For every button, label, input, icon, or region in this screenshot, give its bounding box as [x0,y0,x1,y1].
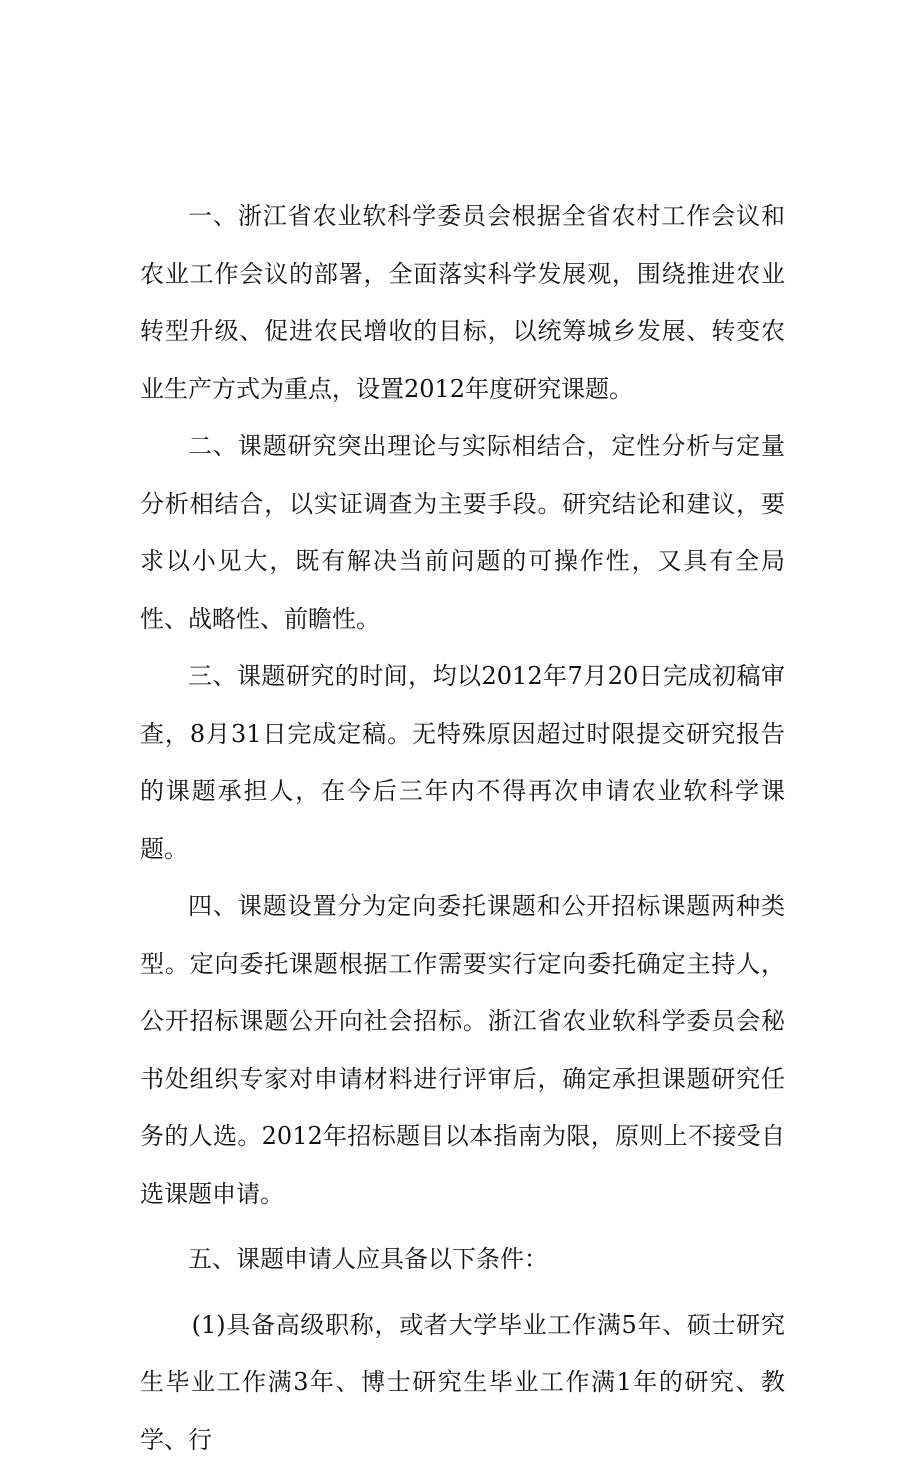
document-body [140,188,785,1469]
paragraph-1-overview: 一、浙江省农业软科学委员会根据全省农村工作会议和农业工作会议的部署，全面落实科学发展观，围绕推进农业转型升级、促进农民增收的目标，以统筹城乡发展、转变农业生产方式为重点，设置2012年度研究课题。 [140,188,785,418]
paragraph-3-timeline: 三、课题研究的时间，均以2012年7月20日完成初稿审查，8月31日完成定稿。无特殊原因超过时限提交研究报告的课题承担人，在今后三年内不得再次申请农业软科学课题。 [140,648,785,878]
paragraph-6-condition-1: (1)具备高级职称，或者大学毕业工作满5年、硕士研究生毕业工作满3年、博士研究生毕业工作满1年的研究、教学、行 [140,1297,785,1469]
paragraph-2-research-approach: 二、课题研究突出理论与实际相结合，定性分析与定量分析相结合，以实证调查为主要手段。研究结论和建议，要求以小见大，既有解决当前问题的可操作性，又具有全局性、战略性、前瞻性。 [140,418,785,648]
paragraph-4-topic-types: 四、课题设置分为定向委托课题和公开招标课题两种类型。定向委托课题根据工作需要实行定向委托确定主持人，公开招标课题公开向社会招标。浙江省农业软科学委员会秘书处组织专家对申请材料进行评审后，确定承担课题研究任务的人选。2012年招标题目以本指南为限，原则上不接受自选课题申请。 [140,878,785,1223]
paragraph-5-applicant-conditions: 五、课题申请人应具备以下条件： [140,1231,785,1289]
